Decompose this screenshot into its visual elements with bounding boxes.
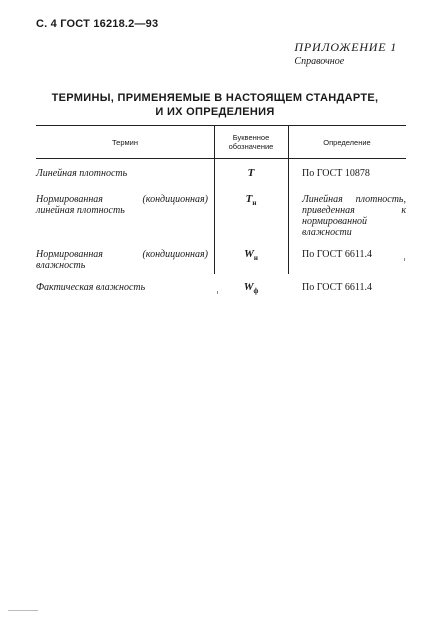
term-cell: Нормированная (кондиционная) линейная плотность <box>36 194 208 217</box>
table-row <box>36 282 406 297</box>
scan-speck <box>8 610 38 611</box>
appendix-label <box>294 40 397 67</box>
symbol: T <box>247 167 255 179</box>
symbol-cell <box>214 194 288 238</box>
definition-cell: По ГОСТ 6611.4 <box>302 249 373 261</box>
symbol-subscript: ф <box>253 287 259 296</box>
section-title-line-2: И ИХ ОПРЕДЕЛЕНИЯ <box>155 106 275 118</box>
column-header-symbol: Буквенное обозначение <box>228 133 274 151</box>
term-cell: Линейная плотность <box>36 168 128 179</box>
term-cell: Фактическая влажность <box>36 282 146 294</box>
column-header-term: Термин <box>112 137 138 147</box>
appendix-title: ПРИЛОЖЕНИЕ 1 <box>294 40 397 54</box>
scan-speck <box>404 258 405 261</box>
symbol-subscript: н <box>252 199 257 208</box>
table-row <box>36 249 406 271</box>
section-title <box>36 91 394 119</box>
section-title-line-1: ТЕРМИНЫ, ПРИМЕНЯЕМЫЕ В НАСТОЯЩЕМ СТАНДАРТЕ, <box>51 92 379 104</box>
terms-table <box>36 125 406 308</box>
symbol-cell <box>214 282 288 297</box>
table-row <box>36 168 406 183</box>
column-header-definition: Определение <box>323 137 371 147</box>
definition-cell: По ГОСТ 10878 <box>302 168 370 179</box>
definition-cell: Линейная плотность, приведенная к нормированной влажности <box>302 194 406 239</box>
scan-speck <box>217 291 218 294</box>
table-header <box>36 126 406 159</box>
definition-cell: По ГОСТ 6611.4 <box>302 282 373 294</box>
symbol-cell <box>214 249 288 271</box>
symbol-cell <box>214 168 288 183</box>
symbol-subscript: н <box>253 254 258 263</box>
page-header: С. 4 ГОСТ 16218.2—93 <box>36 18 159 30</box>
appendix-subtitle: Справочное <box>294 56 345 67</box>
symbol: T <box>245 193 253 206</box>
symbol: W <box>244 248 254 261</box>
table-body <box>36 159 406 297</box>
term-cell: Нормированная (кондиционная) влажность <box>36 249 208 272</box>
symbol: W <box>243 281 254 294</box>
table-row <box>36 194 406 238</box>
